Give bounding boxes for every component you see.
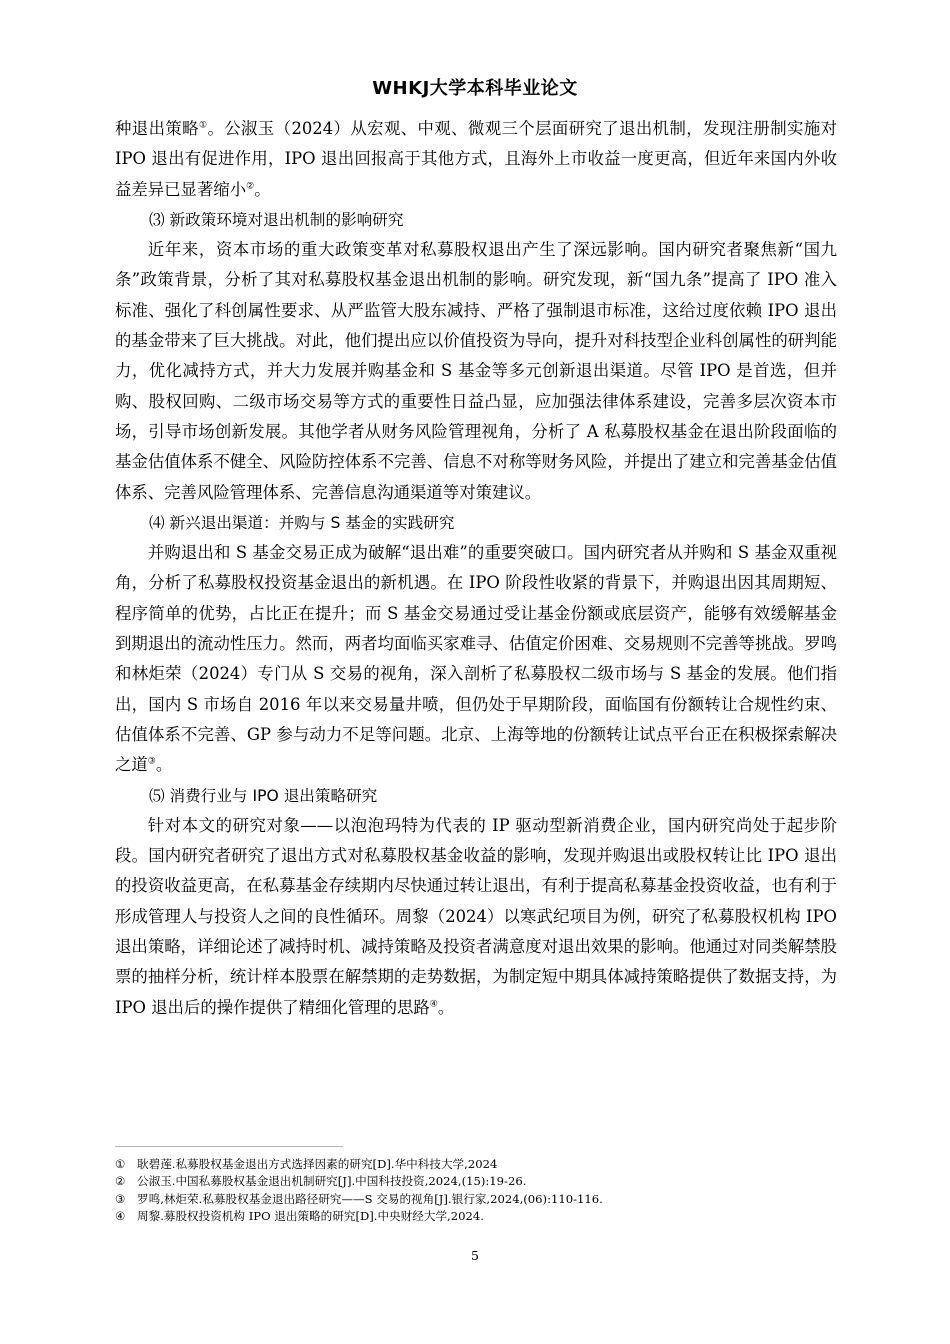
footnote-mark: ② <box>115 1174 126 1189</box>
section-heading-3: ⑶ 新政策环境对退出机制的影响研究 <box>149 210 404 229</box>
footnote-mark: ④ <box>115 1209 126 1224</box>
footnote-ref[interactable]: ① <box>198 120 208 131</box>
paragraph-text: 。 <box>437 997 455 1017</box>
paragraph-text: 。公淑玉（2024）从宏观、中观、微观三个层面研究了退出机制，发现注册制实施对 IPO 退出有促进作用，IPO 退出回报高于其他方式，且海外上市收益一度更高，但近年来国内外收益差异已显著缩小 <box>115 119 838 199</box>
footnote-item <box>115 1208 837 1225</box>
paragraph-text: 。 <box>254 179 271 199</box>
page-header-title: WHKJ大学本科毕业论文 <box>372 78 578 99</box>
footnote-text: 罗鸣,林炬荣.私募股权基金退出路径研究——S 交易的视角[J].银行家,2024,(06):110-116. <box>137 1191 603 1206</box>
paragraph-text: 种退出策略 <box>115 119 199 138</box>
footnote-ref[interactable]: ② <box>246 181 255 192</box>
paragraph-text: 并购退出和 S 基金交易正成为破解“退出难”的重要突破口。国内研究者从并购和 S 基金双重视角，分析了私募股权投资基金退出的新机遇。在 IPO 阶段性收紧的背景下，并购退出因其周期短、程序简单的优势，占比正在提升；而 S 基金交易通过受让基金份额或底层资产，能够有效缓解基金到期退出的流动性压力。然而，两者均面临买家难寻、估值定价困难、交易规则不完善等挑战。罗鸣和林炬荣（2024）专门从 S 交易的视角，深入剖析了私募股权二级市场与 S 基金的发展。他们指出，国内 S 市场自 2016 年以来交易量井喷，但仍处于早期阶段，面临国有份额转让合规性约束、估值体系不完善、GP 参与动力不足等问题。北京、上海等地的份额转让试点平台正在积极探索解决之道 <box>115 543 837 775</box>
footnote-item <box>115 1191 837 1208</box>
paragraph-text: 。 <box>155 755 173 775</box>
footnote-text: 周黎.募股权投资机构 IPO 退出策略的研究[D].中央财经大学,2024. <box>137 1209 484 1224</box>
footnote-mark: ③ <box>115 1191 126 1206</box>
paragraph-consumer <box>115 811 837 1023</box>
footnote-text: 耿碧莲.私募股权基金退出方式选择因素的研究[D].华中科技大学,2024 <box>137 1157 498 1171</box>
footnote-mark: ① <box>115 1157 126 1171</box>
paragraph-text: 针对本文的研究对象——以泡泡玛特为代表的 IP 驱动型新消费企业，国内研究尚处于起步阶段。国内研究者研究了退出方式对私募股权基金收益的影响，发现并购退出或股权转让比 IPO 退出的投资收益更高，在私募基金存续期内尽快通过转让退出，有利于提高私募基金投资收益，也有利于形成管理人与投资人之间的良性循环。周黎（2024）以寒武纪项目为例，研究了私募股权机构 IPO 退出策略，详细论述了减持时机、减持策略及投资者满意度对退出效果的影响。他通过对同类解禁股票的抽样分析，统计样本股票在解禁期的走势数据，为制定短中期具体减持策略提供了数据支持，为 IPO 退出后的操作提供了精细化管理的思路 <box>115 815 837 1017</box>
footnote-ref[interactable]: ④ <box>429 999 438 1010</box>
footnotes <box>115 1156 837 1226</box>
footnote-text: 公淑玉.中国私募股权基金退出机制研究[J].中国科技投资,2024,(15):19-26. <box>137 1174 527 1189</box>
paragraph-policy: 近年来，资本市场的重大政策变革对私募股权退出产生了深远影响。国内研究者聚焦新“国九条”政策背景，分析了其对私募股权基金退出机制的影响。研究发现，新“国九条”提高了 IPO 准入标准、强化了科创属性要求、从严监管大股东减持、严格了强制退市标准，这给过度依赖 IPO 退出的基金带来了巨大挑战。对此，他们提出应以价值投资为导向，提升对科技型企业科创属性的研判能力，优化减持方式，并大力发展并购基金和 S 基金等多元创新退出渠道。尽管 IPO 是首选，但并购、股权回购、二级市场交易等方式的重要性日益凸显，应加强法律体系建设，完善多层次资本市场，引导市场创新发展。其他学者从财务风险管理视角，分析了 A 私募股权基金在退出阶段面临的基金估值体系不健全、风险防控体系不完善、信息不对称等财务风险，并提出了建立和完善基金估值体系、完善风险管理体系、完善信息沟通渠道等对策建议。 <box>115 240 837 502</box>
page-number: 5 <box>471 1248 479 1263</box>
footnote-item <box>115 1156 837 1173</box>
footnote-ref[interactable]: ③ <box>147 756 156 767</box>
paragraph-continued <box>115 114 837 205</box>
body-text <box>115 114 837 1023</box>
section-heading-5: ⑸ 消费行业与 IPO 退出策略研究 <box>149 786 378 805</box>
paragraph-channels <box>115 538 837 780</box>
footnote-item <box>115 1173 837 1190</box>
section-heading-4: ⑷ 新兴退出渠道：并购与 S 基金的实践研究 <box>149 513 455 532</box>
footnote-divider <box>115 1146 343 1147</box>
